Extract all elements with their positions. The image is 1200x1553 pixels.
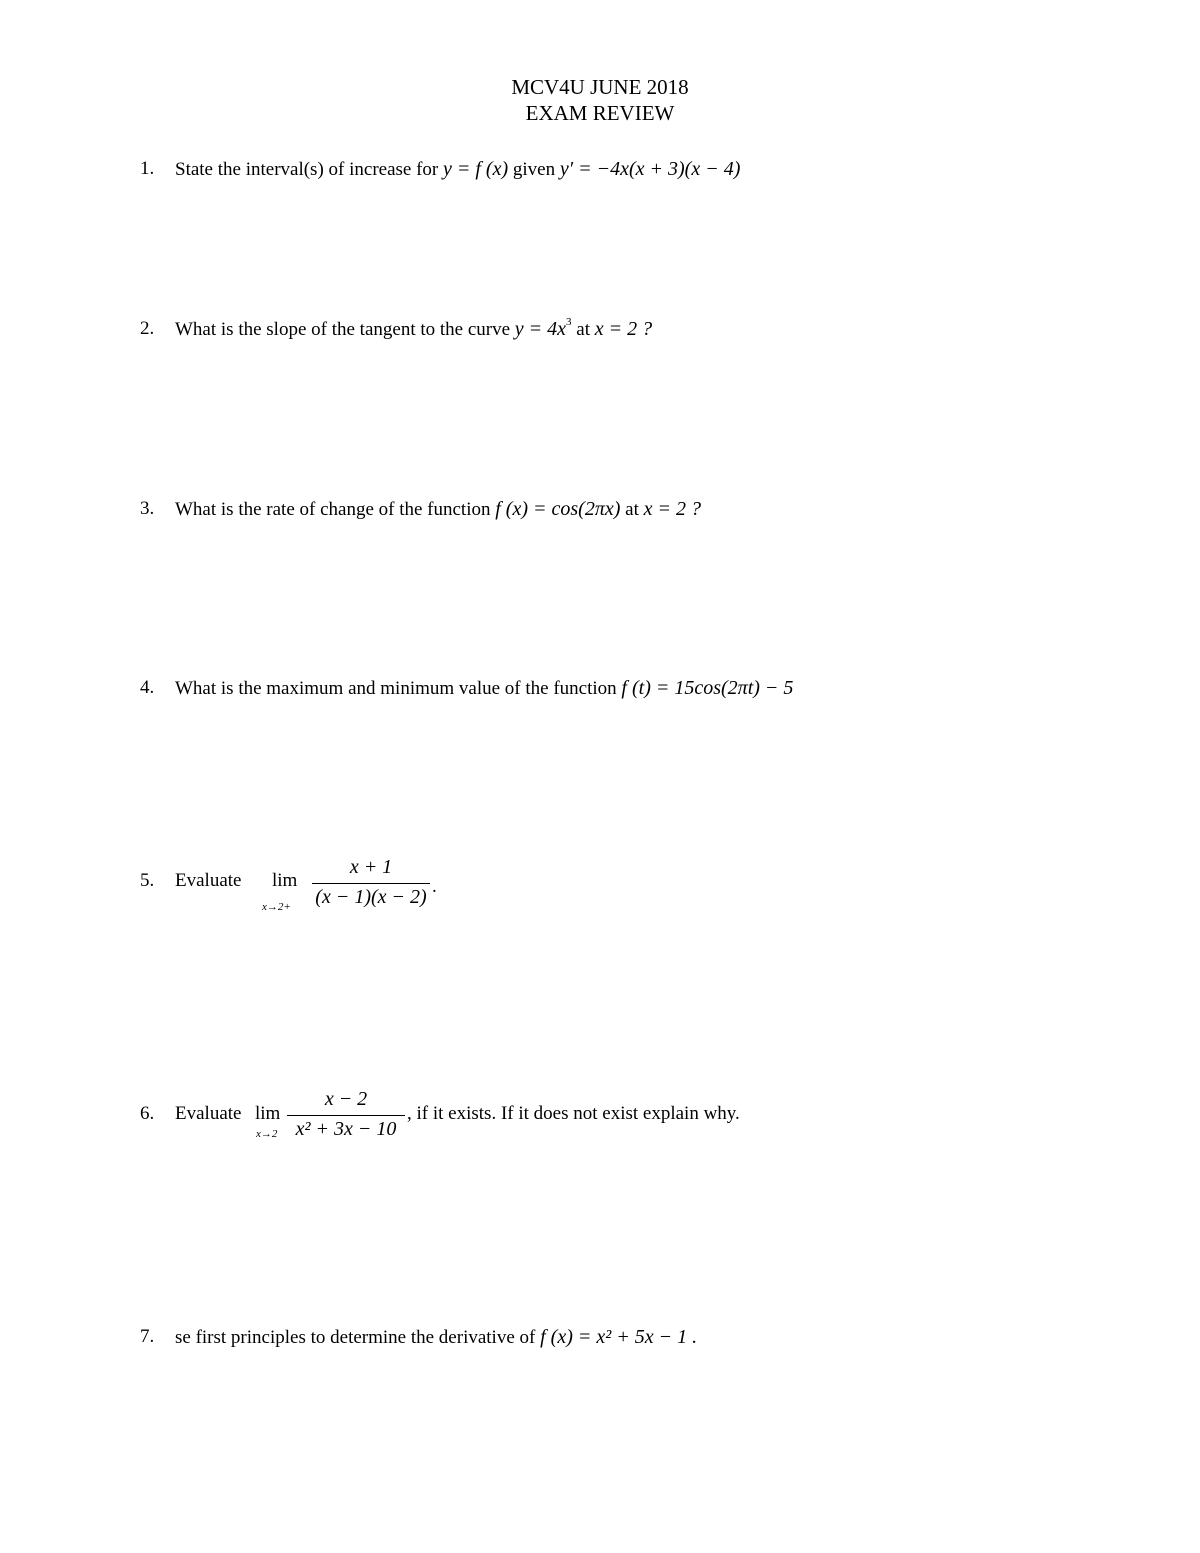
limit-operator: lim bbox=[272, 870, 298, 891]
math-expression: x = 2 ? bbox=[594, 318, 653, 340]
question-number: 6. bbox=[140, 1103, 155, 1124]
limit-operator: lim bbox=[255, 1103, 281, 1124]
fraction-numerator: x + 1 bbox=[349, 856, 393, 878]
question-number: 1. bbox=[140, 158, 155, 179]
question-text: at bbox=[576, 319, 591, 340]
question-number: 4. bbox=[140, 677, 155, 698]
question-number: 2. bbox=[140, 318, 155, 339]
question-text: se first principles to determine the derivative of bbox=[175, 1327, 536, 1348]
question-text: State the interval(s) of increase for bbox=[175, 159, 439, 180]
math-expression: f (x) = cos(2πx) bbox=[495, 498, 621, 520]
question-number: 3. bbox=[140, 498, 155, 519]
question-number: 5. bbox=[140, 870, 155, 891]
question-text: at bbox=[625, 499, 639, 520]
fraction-bar bbox=[287, 1115, 405, 1116]
math-expression: y = 4x bbox=[514, 318, 567, 340]
fraction-bar bbox=[312, 883, 430, 884]
question-text: Evaluate bbox=[175, 870, 242, 891]
fraction-numerator: x − 2 bbox=[324, 1088, 368, 1110]
fraction bbox=[287, 1088, 405, 1141]
page-subtitle: EXAM REVIEW bbox=[525, 101, 675, 125]
limit-subscript: x→2 bbox=[256, 1128, 278, 1140]
question-text: , if it exists. If it does not exist explain why. bbox=[407, 1103, 740, 1124]
question-text: given bbox=[512, 159, 556, 180]
question-text: What is the rate of change of the function bbox=[175, 499, 491, 520]
math-exponent: 3 bbox=[566, 315, 572, 328]
sentence-end: . bbox=[432, 876, 437, 897]
math-expression: y′ = −4x(x + 3)(x − 4) bbox=[559, 158, 741, 180]
fraction-denominator: x² + 3x − 10 bbox=[295, 1118, 397, 1140]
math-expression: x = 2 ? bbox=[643, 498, 701, 520]
page-title: MCV4U JUNE 2018 bbox=[511, 75, 689, 99]
question-text: Evaluate bbox=[175, 1103, 242, 1124]
question-text: What is the slope of the tangent to the curve bbox=[175, 319, 511, 340]
math-expression: f (t) = 15cos(2πt) − 5 bbox=[621, 677, 794, 699]
fraction bbox=[312, 856, 430, 909]
limit-subscript: x→2+ bbox=[262, 901, 291, 913]
fraction-denominator: (x − 1)(x − 2) bbox=[315, 886, 427, 908]
math-expression: f (x) = x² + 5x − 1 . bbox=[540, 1326, 698, 1348]
math-expression: y = f (x) bbox=[443, 158, 509, 180]
question-number: 7. bbox=[140, 1326, 155, 1347]
question-text: What is the maximum and minimum value of the function bbox=[175, 678, 617, 699]
